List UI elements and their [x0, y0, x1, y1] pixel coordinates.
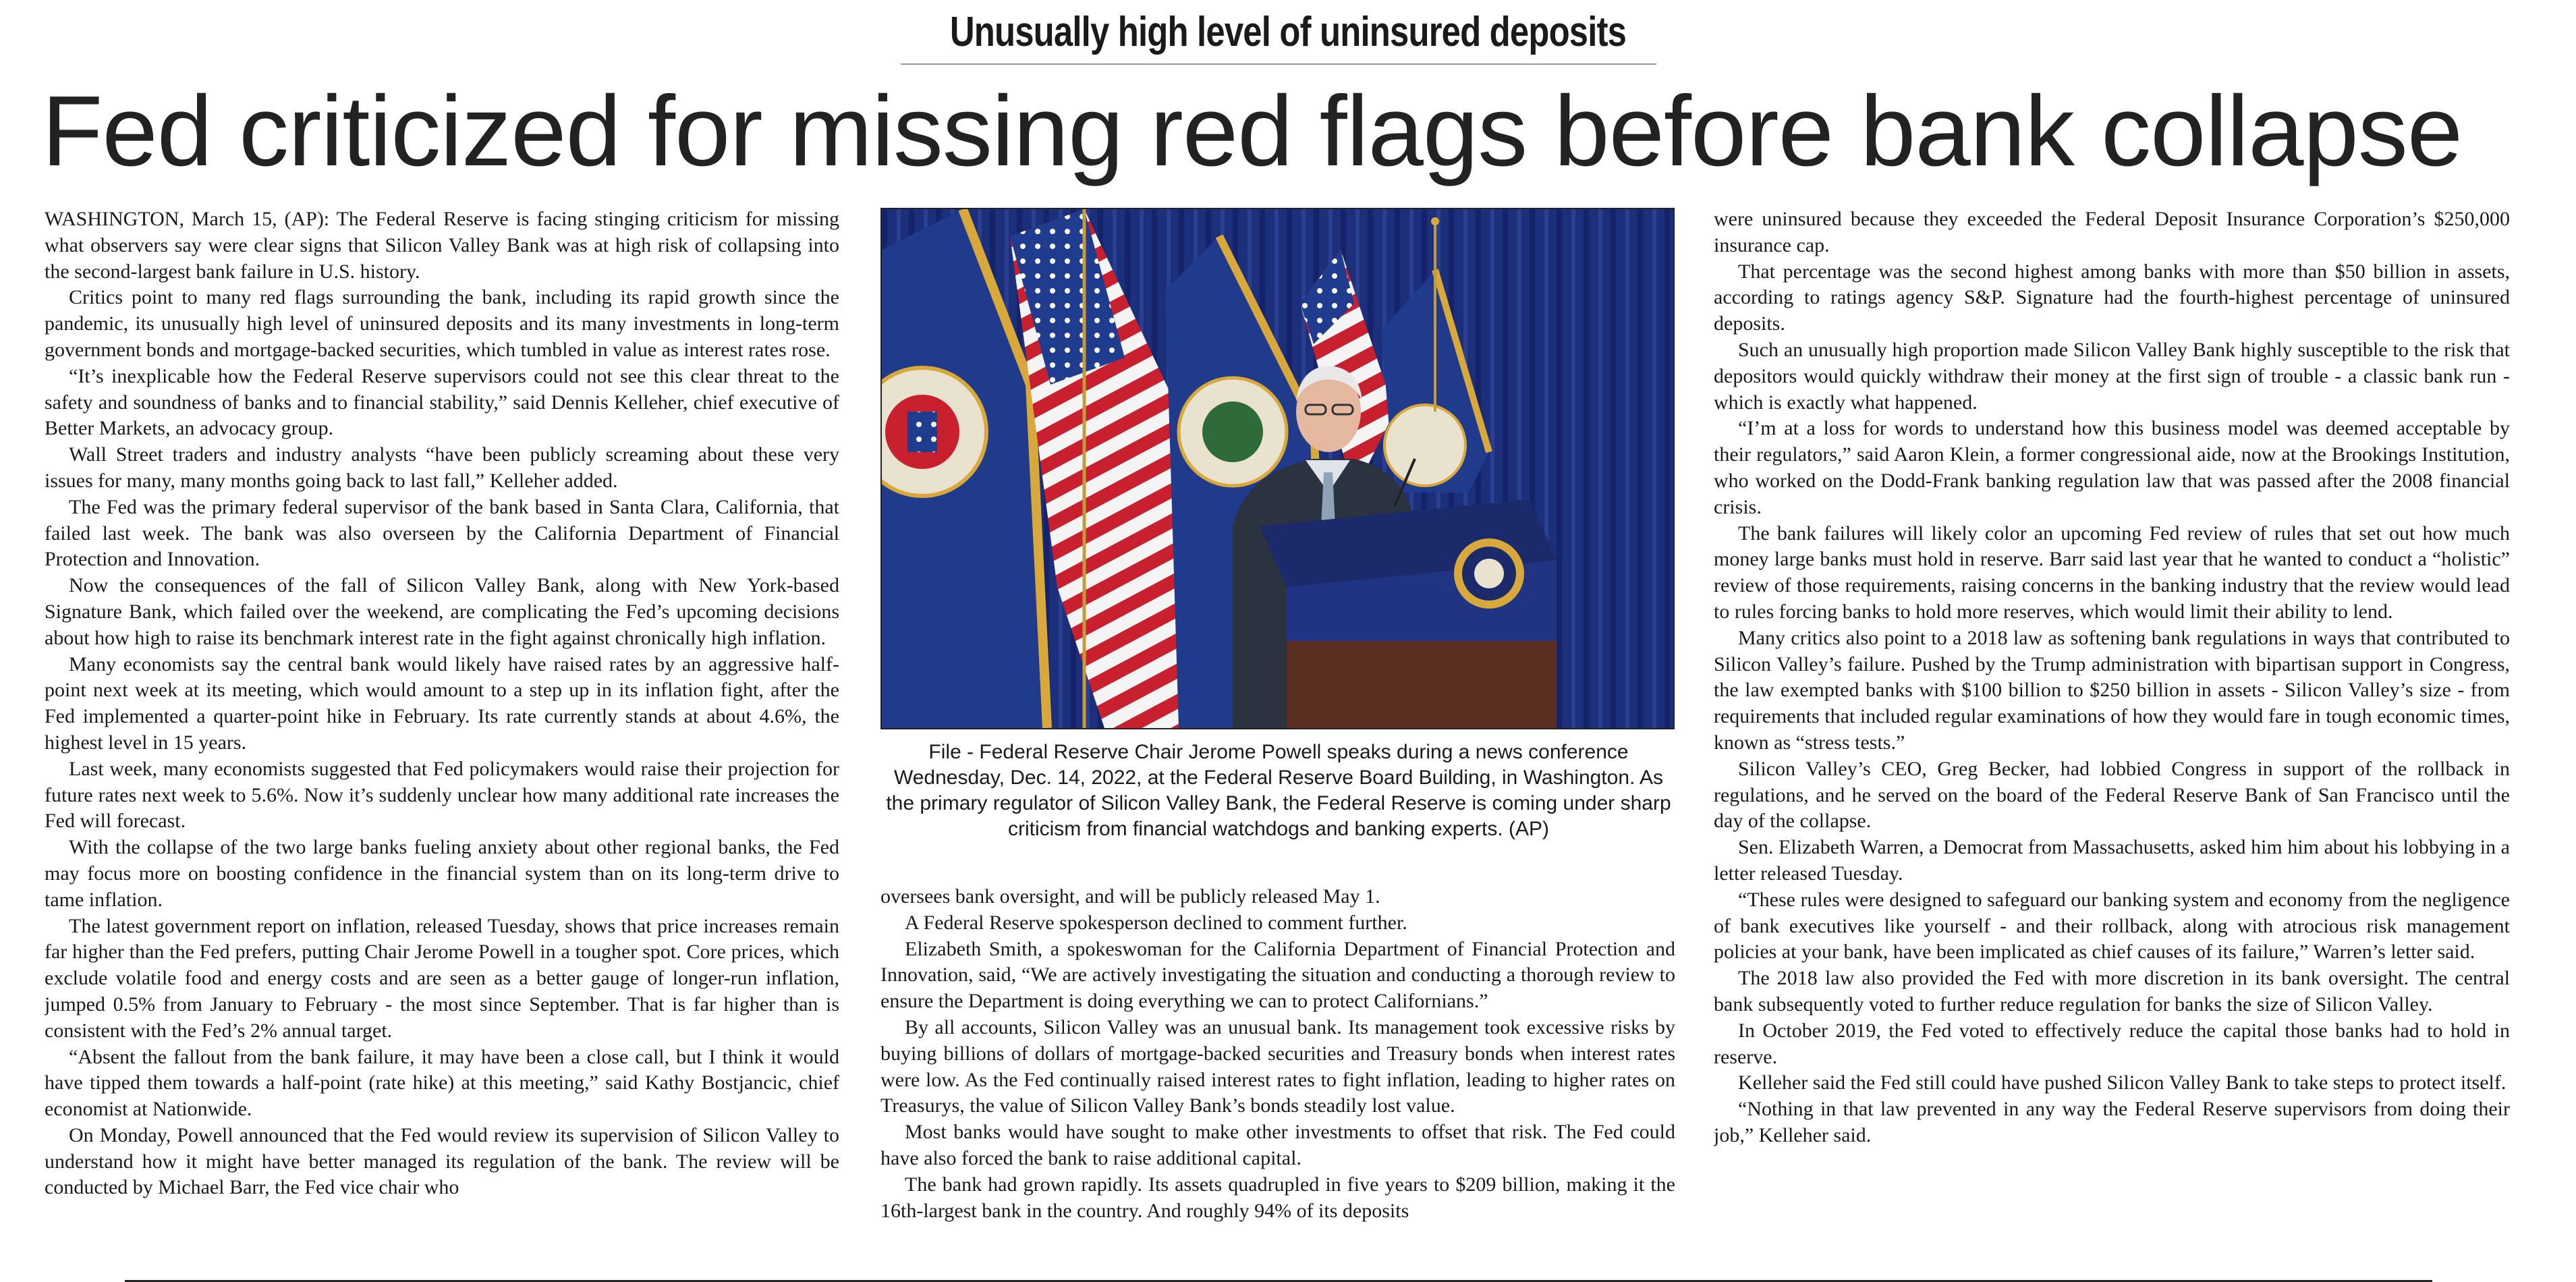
- paragraph: Critics point to many red flags surrounding the bank, including its rapid growth since the pandemic, its unusually high level of uninsured deposits and its many investments in long-term government bonds and mortgage-backed securities, which tumbled in value as interest rates rose.: [45, 286, 839, 361]
- article-headline: Fed criticized for missing red flags before bank collapse: [42, 76, 2463, 187]
- paragraph: Most banks would have sought to make other investments to offset that risk. The Fed could have also forced the bank to raise additional capital.: [880, 1121, 1675, 1169]
- paragraph: Many economists say the central bank would likely have raised rates by an aggressive half-point next week at its meeting, which would amount to a step up in its inflation fight, after the Fed implemented a quarter-point hike in February. Its rate currently stands at about 4.6%, the highest level in 15 years.: [45, 652, 839, 754]
- paragraph: That percentage was the second highest among banks with more than $50 billion in assets, according to ratings agency S&P. Signature had the fourth-highest percentage of uninsured deposits.: [1714, 260, 2510, 335]
- paragraph: “These rules were designed to safeguard our banking system and economy from the negligence of bank executives like yourself - and their rollback, along with atrocious risk management policies at your bank, have been implicated as chief causes of its failure,” Warren’s letter said.: [1714, 888, 2510, 964]
- paragraph: With the collapse of the two large banks fueling anxiety about other regional banks, the Fed may focus more on boosting confidence in the financial system than on its long-term drive to tame inflation.: [45, 836, 839, 911]
- paragraph: Silicon Valley’s CEO, Greg Becker, had lobbied Congress in support of the rollback in regulations, and he served on the board of the Federal Reserve Bank of San Francisco until the day of the collapse.: [1714, 757, 2510, 833]
- paragraph: were uninsured because they exceeded the Federal Deposit Insurance Corporation’s $250,000 insurance cap.: [1714, 208, 2510, 256]
- paragraph: Such an unusually high proportion made Silicon Valley Bank highly susceptible to the risk that depositors would quickly withdraw their money at the first sign of trouble - a classic bank run - which is exactly what happened.: [1714, 338, 2510, 414]
- paragraph: The 2018 law also provided the Fed with more discretion in its bank oversight. The central bank subsequently voted to further reduce regulation for banks the size of Silicon Valley.: [1714, 967, 2510, 1015]
- paragraph: The Fed was the primary federal supervisor of the bank based in Santa Clara, California, that failed last week. The bank was also overseen by the California Department of Financial Protection and Innovation.: [45, 495, 839, 571]
- paragraph: Many critics also point to a 2018 law as softening bank regulations in ways that contributed to Silicon Valley’s failure. Pushed by the Trump administration with bipartisan support in Congress, the law exempted banks with $100 billion to $250 billion in assets - Silicon Valley’s size - from requirements that included regular examinations of how they would fare in tough economic times, known as “stress tests.”: [1714, 626, 2510, 754]
- article-column-2: [880, 884, 1675, 1275]
- paragraph: “It’s inexplicable how the Federal Reserve supervisors could not see this clear threat to the safety and soundness of banks and to financial stability,” said Dennis Kelleher, chief executive of Better Markets, an advocacy group.: [45, 364, 839, 440]
- photo-caption: File - Federal Reserve Chair Jerome Powell speaks during a news conference Wednesday, Dec. 14, 2022, at the Federal Reserve Board Building, in Washington. As the primary regulator of Silicon Valley Bank, the Federal Reserve is coming under sharp criticism from financial watchdogs and banking experts. (AP): [886, 741, 1671, 840]
- paragraph: By all accounts, Silicon Valley was an unusual bank. Its management took excessive risks by buying billions of dollars of mortgage-backed securities and Treasury bonds when interest rates were low. As the Fed continually raised interest rates to fight inflation, leading to higher rates on Treasurys, the value of Silicon Valley Bank’s bonds steadily lost value.: [880, 1015, 1675, 1117]
- paragraph: In October 2019, the Fed voted to effectively reduce the capital those banks had to hold in reserve.: [1714, 1019, 2510, 1068]
- fed-press-conference-illustration: [882, 209, 1673, 728]
- paragraph: Now the consequences of the fall of Silicon Valley Bank, along with New York-based Signature Bank, which failed over the weekend, are complicating the Fed’s upcoming decisions about how high to raise its benchmark interest rate in the fight against chronically high inflation.: [45, 574, 839, 649]
- paragraph: On Monday, Powell announced that the Fed would review its supervision of Silicon Valley to understand how it might have better managed its regulation of the bank. The review will be conducted by Michael Barr, the Fed vice chair who: [45, 1123, 839, 1199]
- article-column-1: [45, 206, 839, 1275]
- paragraph: Sen. Elizabeth Warren, a Democrat from Massachusetts, asked him him about his lobbying in a letter released Tuesday.: [1714, 836, 2510, 885]
- paragraph: Elizabeth Smith, a spokeswoman for the California Department of Financial Protection and Innovation, said, “We are actively investigating the situation and conducting a thorough review to ensure the Department is doing everything we can to protect Californians.”: [880, 937, 1675, 1013]
- paragraph: “Absent the fallout from the bank failure, it may have been a close call, but I think it would have tipped them towards a half-point (rate hike) at this meeting,” said Kathy Bostjancic, chief economist at Nationwide.: [45, 1045, 839, 1121]
- paragraph: The bank failures will likely color an upcoming Fed review of rules that set out how much money large banks must hold in reserve. Barr said last year that he wanted to conduct a “holistic” review of those requirements, raising concerns in the banking industry that the review would lead to rules forcing banks to hold more reserves, which would limit their ability to lend.: [1714, 522, 2510, 623]
- paragraph: A Federal Reserve spokesperson declined to comment further.: [905, 911, 1407, 934]
- news-photo: [880, 208, 1675, 729]
- paragraph: WASHINGTON, March 15, (AP): The Federal Reserve is facing stinging criticism for missing what observers say were clear signs that Silicon Valley Bank was at high risk of collapsing into the second-largest bank failure in U.S. history.: [45, 208, 839, 283]
- paragraph: “I’m at a loss for words to understand how this business model was deemed acceptable by their regulators,” said Aaron Klein, a former congressional aide, now at the Brookings Institution, who worked on the Dodd-Frank banking regulation law that was passed after the 2008 financial crisis.: [1714, 417, 2510, 518]
- paragraph: Kelleher said the Fed still could have pushed Silicon Valley Bank to take steps to protect itself.: [1738, 1071, 2507, 1094]
- kicker-underline: [901, 63, 1656, 65]
- paragraph: The bank had grown rapidly. Its assets quadrupled in five years to $209 billion, making it the 16th-largest bank in the country. And roughly 94% of its deposits: [880, 1173, 1675, 1222]
- paragraph: Last week, many economists suggested that Fed policymakers would raise their projection for future rates next week to 5.6%. Now it’s suddenly unclear how many additional rate increases the Fed will forecast.: [45, 757, 839, 833]
- article-column-3: [1714, 206, 2510, 1275]
- paragraph: oversees bank oversight, and will be publicly released May 1.: [880, 885, 1380, 908]
- paragraph: “Nothing in that law prevented in any way the Federal Reserve supervisors from doing their job,” Kelleher said.: [1714, 1098, 2510, 1146]
- paragraph: The latest government report on inflation, released Tuesday, shows that price increases remain far higher than the Fed prefers, putting Chair Jerome Powell in a tougher spot. Core prices, which exclude volatile food and energy costs and are seen as a better gauge of longer-run inflation, jumped 0.5% from January to February - the most since September. That is far higher than is consistent with the Fed’s 2% annual target.: [45, 914, 839, 1042]
- paragraph: Wall Street traders and industry analysts “have been publicly screaming about these very issues for many, many months going back to last fall,” Kelleher added.: [45, 443, 839, 492]
- kicker-headline: Unusually high level of uninsured deposits: [949, 9, 1627, 55]
